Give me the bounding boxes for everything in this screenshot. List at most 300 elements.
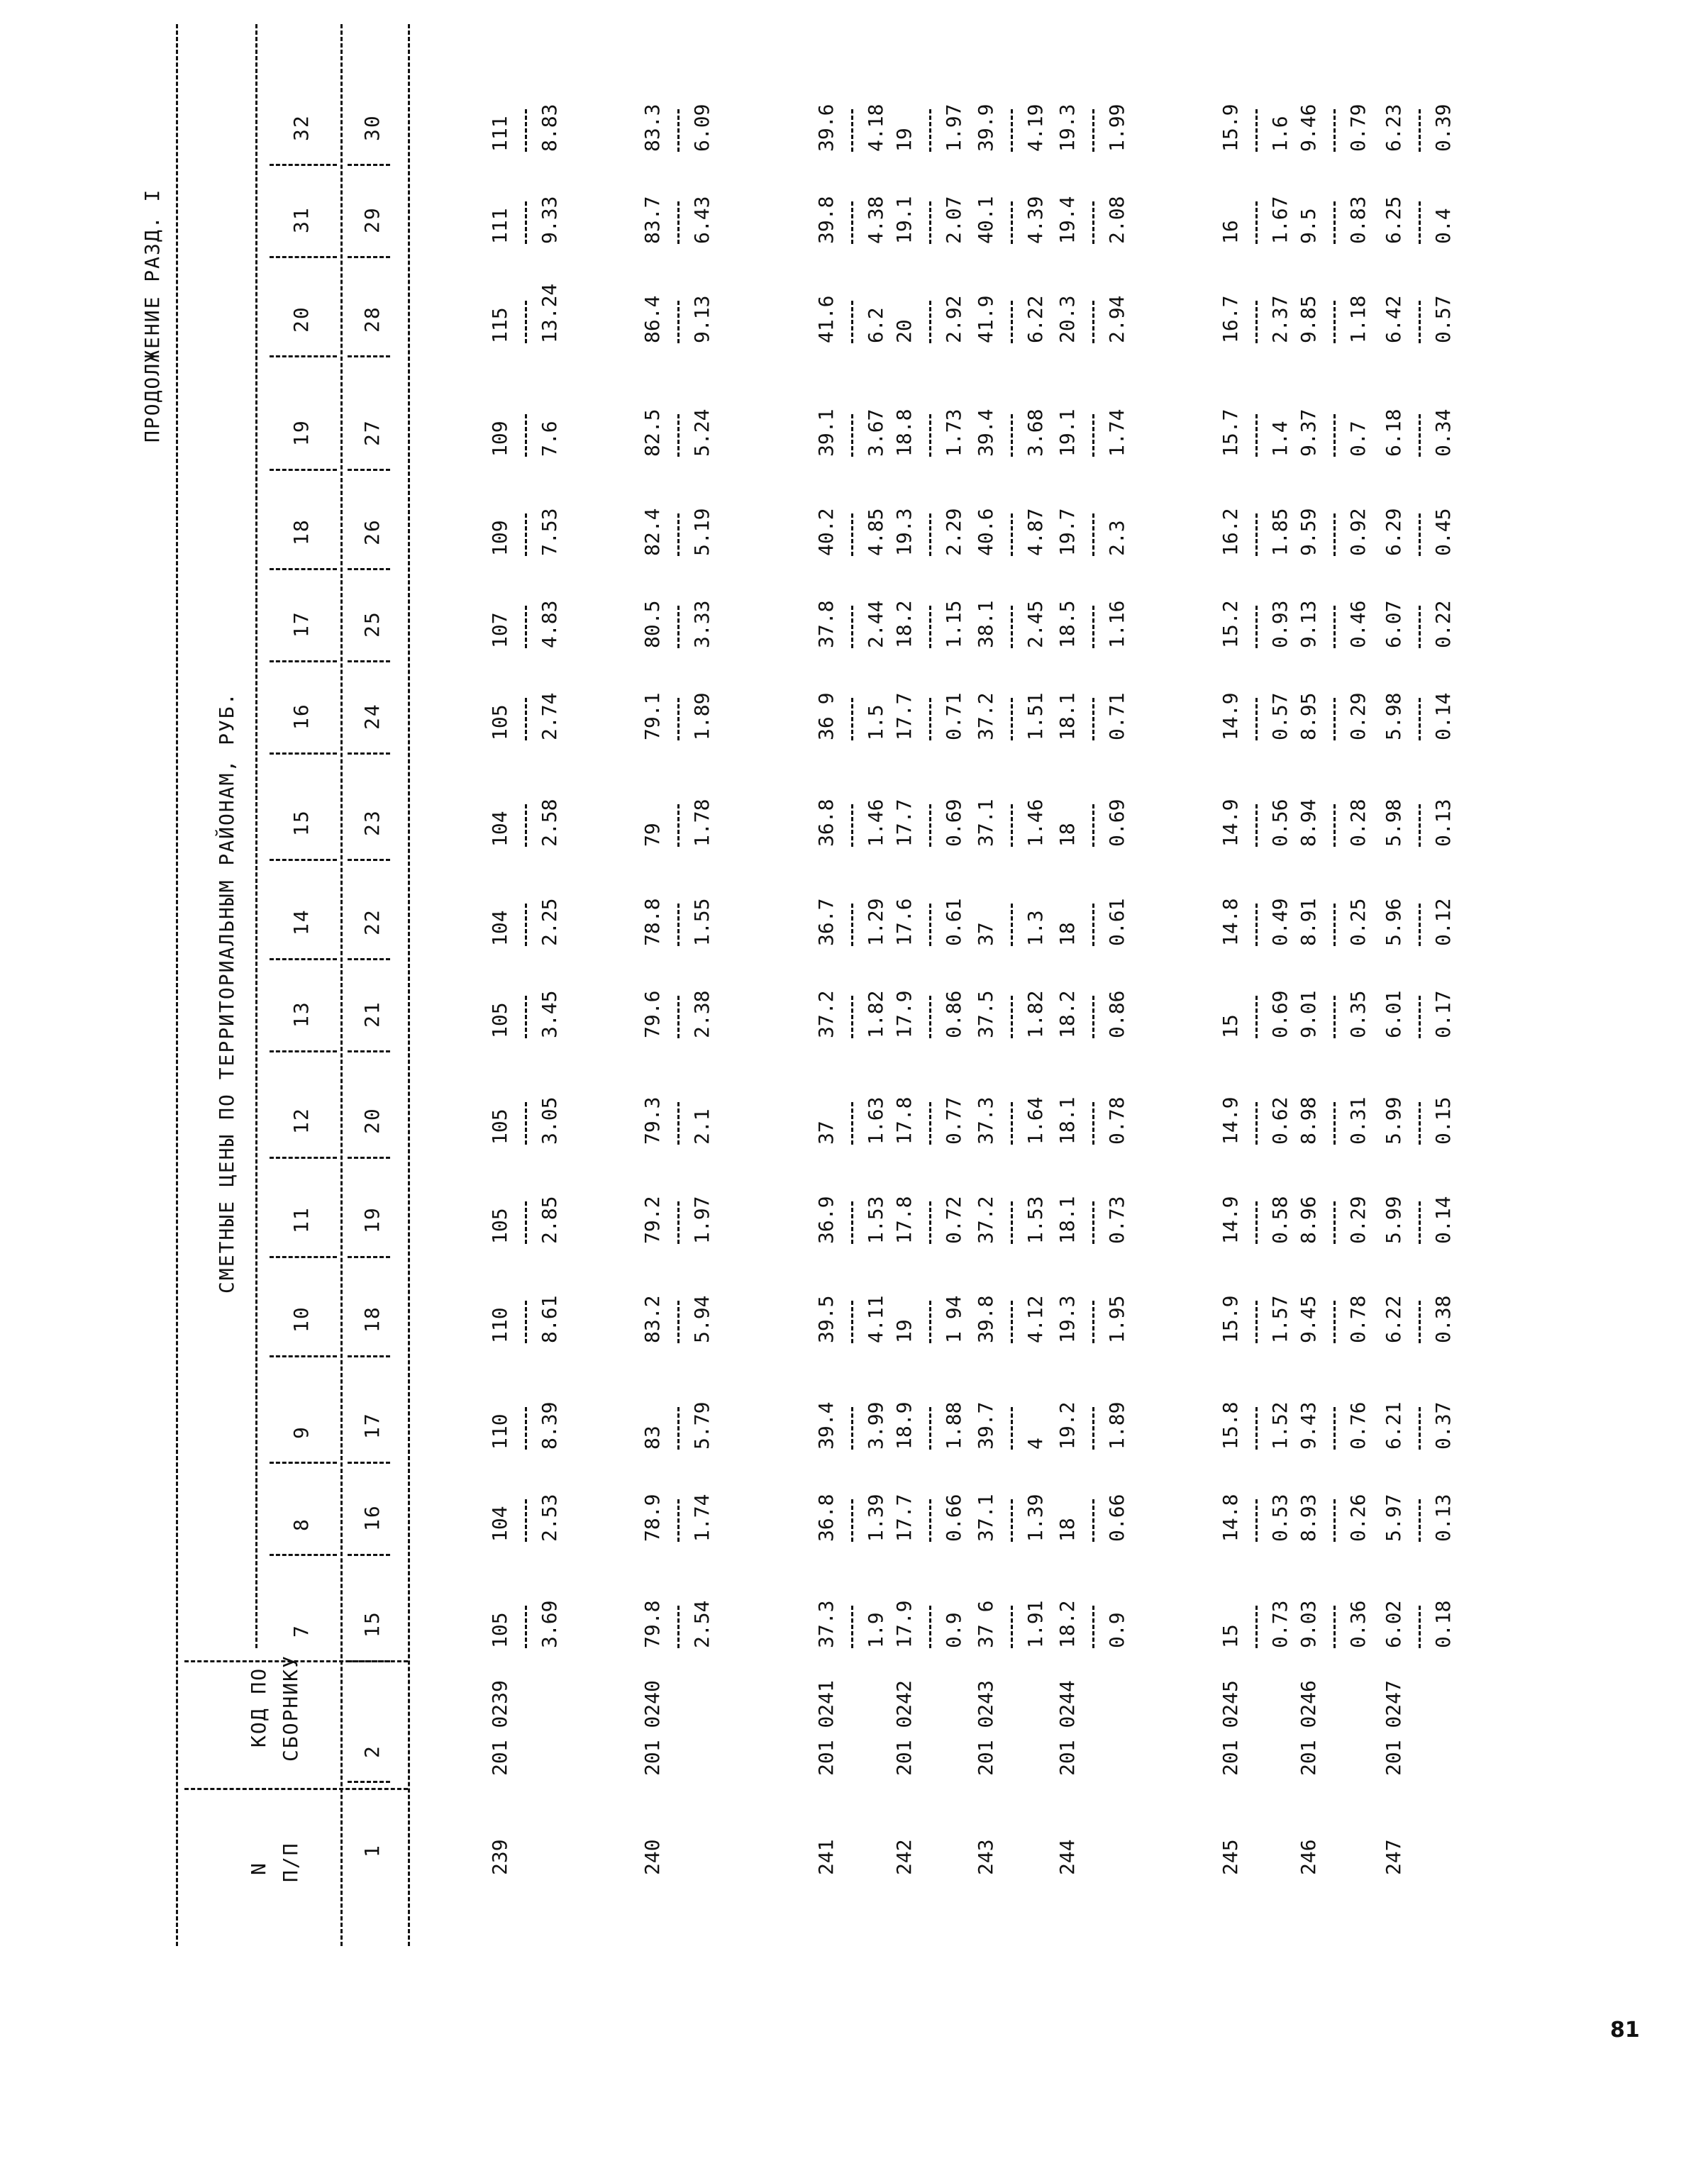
cell-top: 39.5: [814, 1295, 838, 1343]
cell-bottom: 8.39: [538, 1401, 561, 1450]
cell-bottom: 0.36: [1346, 1600, 1370, 1648]
cell-top: 9.85: [1297, 295, 1320, 343]
fraction-bar: [1255, 698, 1258, 740]
cell-bottom: 4.38: [864, 196, 887, 244]
cell-top: 37.5: [974, 990, 997, 1038]
fraction-bar: [1255, 804, 1258, 847]
fraction-bar: [525, 1499, 527, 1542]
cell-bottom: 1.53: [864, 1196, 887, 1244]
cell-bottom: 0.86: [942, 990, 965, 1038]
cell-top: 14.8: [1219, 1494, 1242, 1542]
fraction-bar: [1255, 904, 1258, 946]
fraction-bar: [1255, 1407, 1258, 1450]
cell-bottom: 2.37: [1268, 295, 1292, 343]
cell-bottom: 5.24: [690, 409, 714, 457]
cell-bottom: 0.72: [942, 1196, 965, 1244]
cell-top: 6.02: [1382, 1600, 1405, 1648]
fraction-bar: [525, 1301, 527, 1343]
divider: [270, 660, 337, 662]
fraction-bar: [1092, 414, 1094, 457]
fraction-bar: [525, 513, 527, 556]
cell-bottom: 4.19: [1024, 104, 1047, 152]
region-11: 11: [289, 1206, 313, 1233]
row-code: 201 0247: [1382, 1680, 1405, 1776]
fraction-bar: [1333, 513, 1336, 556]
fraction-bar: [1333, 414, 1336, 457]
cell-top: 9.5: [1297, 208, 1320, 244]
divider: [270, 752, 337, 755]
cell-top: 6.23: [1382, 104, 1405, 152]
cell-top: 6.29: [1382, 508, 1405, 556]
cell-bottom: 0.73: [1105, 1196, 1128, 1244]
cell-bottom: 2.94: [1105, 295, 1128, 343]
fraction-bar: [1333, 804, 1336, 847]
cell-top: 17.9: [892, 1600, 916, 1648]
col-number-29: 29: [360, 206, 384, 233]
header-n: N: [247, 1862, 270, 1875]
cell-bottom: 1.97: [690, 1196, 714, 1244]
fraction-bar: [851, 804, 853, 847]
fraction-bar: [1419, 201, 1421, 244]
cell-top: 39.4: [814, 1401, 838, 1450]
row-number: 247: [1382, 1839, 1405, 1875]
cell-top: 39.6: [814, 104, 838, 152]
fraction-bar: [929, 414, 931, 457]
fraction-bar: [525, 698, 527, 740]
cell-top: 14.9: [1219, 1096, 1242, 1145]
cell-bottom: 0.73: [1268, 1600, 1292, 1648]
fraction-bar: [929, 1407, 931, 1450]
fraction-bar: [1419, 414, 1421, 457]
cell-bottom: 0.12: [1431, 898, 1455, 946]
cell-bottom: 1.51: [1024, 692, 1047, 740]
divider: [270, 1157, 337, 1159]
cell-top: 9.46: [1297, 104, 1320, 152]
cell-top: 9.43: [1297, 1401, 1320, 1450]
col-number-15: 15: [360, 1611, 384, 1638]
cell-top: 83.2: [640, 1295, 664, 1343]
cell-top: 18: [1055, 823, 1079, 847]
divider: [270, 256, 337, 258]
fraction-bar: [677, 996, 680, 1038]
fraction-bar: [1011, 513, 1013, 556]
cell-bottom: 0.7: [1346, 421, 1370, 457]
cell-top: 78.9: [640, 1494, 664, 1542]
cell-top: 15.7: [1219, 409, 1242, 457]
fraction-bar: [1092, 804, 1094, 847]
cell-bottom: 0.28: [1346, 799, 1370, 847]
fraction-bar: [677, 1499, 680, 1542]
row-number: 242: [892, 1839, 916, 1875]
divider-col2: [184, 1660, 408, 1662]
fraction-bar: [929, 804, 931, 847]
fraction-bar: [677, 904, 680, 946]
cell-bottom: 4.85: [864, 508, 887, 556]
cell-top: 5.98: [1382, 799, 1405, 847]
row-number: 244: [1055, 1839, 1079, 1875]
cell-bottom: 0.22: [1431, 600, 1455, 648]
cell-bottom: 4.11: [864, 1295, 887, 1343]
cell-top: 19.3: [892, 508, 916, 556]
fraction-bar: [1333, 1499, 1336, 1542]
cell-top: 18.5: [1055, 600, 1079, 648]
cell-top: 18.1: [1055, 692, 1079, 740]
page-number: 81: [1610, 2018, 1640, 2043]
cell-top: 109: [488, 421, 511, 457]
row-number: 245: [1219, 1839, 1242, 1875]
fraction-bar: [1419, 1606, 1421, 1648]
fraction-bar: [1255, 1102, 1258, 1145]
cell-top: 14.8: [1219, 898, 1242, 946]
cell-bottom: 1.88: [942, 1401, 965, 1450]
cell-top: 83: [640, 1425, 664, 1450]
cell-bottom: 0.57: [1268, 692, 1292, 740]
fraction-bar: [1011, 301, 1013, 343]
cell-bottom: 6.43: [690, 196, 714, 244]
cell-top: 40.1: [974, 196, 997, 244]
divider: [348, 958, 390, 960]
cell-top: 37.2: [974, 1196, 997, 1244]
cell-top: 115: [488, 307, 511, 343]
cell-bottom: 3.45: [538, 990, 561, 1038]
cell-bottom: 0.86: [1105, 990, 1128, 1038]
cell-bottom: 0.13: [1431, 1494, 1455, 1542]
fraction-bar: [1333, 1606, 1336, 1648]
cell-bottom: 6.09: [690, 104, 714, 152]
cell-bottom: 0.9: [942, 1612, 965, 1648]
cell-bottom: 1.99: [1105, 104, 1128, 152]
fraction-bar: [1333, 606, 1336, 648]
cell-bottom: 3.33: [690, 600, 714, 648]
cell-bottom: 7.53: [538, 508, 561, 556]
cell-top: 14.9: [1219, 799, 1242, 847]
cell-top: 19: [892, 1319, 916, 1343]
cell-bottom: 2.3: [1105, 520, 1128, 556]
cell-top: 19.3: [1055, 1295, 1079, 1343]
cell-bottom: 1.5: [864, 704, 887, 740]
fraction-bar: [1092, 1301, 1094, 1343]
fraction-bar: [1333, 1201, 1336, 1244]
cell-top: 5.98: [1382, 692, 1405, 740]
cell-bottom: 2.45: [1024, 600, 1047, 648]
fraction-bar: [929, 698, 931, 740]
cell-bottom: 1.53: [1024, 1196, 1047, 1244]
fraction-bar: [1333, 904, 1336, 946]
divider: [348, 1157, 390, 1159]
divider: [348, 568, 390, 570]
fraction-bar: [851, 1201, 853, 1244]
cell-bottom: 0.9: [1105, 1612, 1128, 1648]
region-13: 13: [289, 1001, 313, 1028]
cell-bottom: 1.73: [942, 409, 965, 457]
fraction-bar: [1011, 804, 1013, 847]
cell-top: 37.1: [974, 799, 997, 847]
cell-top: 36.7: [814, 898, 838, 946]
cell-top: 86.4: [640, 295, 664, 343]
col-number-23: 23: [360, 809, 384, 836]
cell-bottom: 5.79: [690, 1401, 714, 1450]
fraction-bar: [1333, 301, 1336, 343]
cell-bottom: 3.99: [864, 1401, 887, 1450]
fraction-bar: [677, 414, 680, 457]
fraction-bar: [1011, 201, 1013, 244]
divider: [348, 1781, 390, 1783]
fraction-bar: [1333, 1407, 1336, 1450]
cell-top: 83.3: [640, 104, 664, 152]
fraction-bar: [1092, 1499, 1094, 1542]
fraction-bar: [1333, 996, 1336, 1038]
cell-bottom: 0.38: [1431, 1295, 1455, 1343]
cell-top: 17.8: [892, 1096, 916, 1145]
fraction-bar: [1255, 513, 1258, 556]
cell-bottom: 1.97: [942, 104, 965, 152]
cell-top: 82.5: [640, 409, 664, 457]
fraction-bar: [1255, 1606, 1258, 1648]
cell-bottom: 1.89: [690, 692, 714, 740]
fraction-bar: [929, 904, 931, 946]
fraction-bar: [677, 513, 680, 556]
cell-bottom: 0.29: [1346, 692, 1370, 740]
divider: [270, 958, 337, 960]
cell-top: 5.99: [1382, 1096, 1405, 1145]
fraction-bar: [677, 109, 680, 152]
cell-top: 8.98: [1297, 1096, 1320, 1145]
cell-top: 79.6: [640, 990, 664, 1038]
divider: [270, 1256, 337, 1258]
cell-bottom: 4.39: [1024, 196, 1047, 244]
cell-top: 18.1: [1055, 1096, 1079, 1145]
region-14: 14: [289, 908, 313, 935]
cell-top: 18: [1055, 922, 1079, 946]
cell-top: 18.8: [892, 409, 916, 457]
fraction-bar: [1092, 606, 1094, 648]
cell-top: 18.2: [1055, 990, 1079, 1038]
cell-top: 79: [640, 823, 664, 847]
fraction-bar: [929, 1606, 931, 1648]
col-number-28: 28: [360, 306, 384, 333]
cell-top: 104: [488, 1506, 511, 1542]
row-code: 201 0239: [488, 1680, 511, 1776]
divider: [348, 1355, 390, 1357]
header-group-title: СМЕТНЫЕ ЦЕНЫ ПО ТЕРРИТОРИАЛЬНЫМ РАЙОНАМ, РУБ.: [215, 691, 238, 1294]
cell-top: 17.9: [892, 990, 916, 1038]
divider: [270, 568, 337, 570]
fraction-bar: [1255, 301, 1258, 343]
region-7: 7: [289, 1624, 313, 1638]
fraction-bar: [851, 996, 853, 1038]
divider: [270, 1554, 337, 1556]
cell-top: 6.42: [1382, 295, 1405, 343]
cell-top: 5.97: [1382, 1494, 1405, 1542]
cell-bottom: 0.78: [1105, 1096, 1128, 1145]
cell-bottom: 5.94: [690, 1295, 714, 1343]
cell-bottom: 1.57: [1268, 1295, 1292, 1343]
cell-bottom: 2.1: [690, 1108, 714, 1145]
cell-bottom: 2.74: [538, 692, 561, 740]
cell-top: 105: [488, 1108, 511, 1145]
fraction-bar: [1419, 996, 1421, 1038]
cell-bottom: 1.9: [864, 1612, 887, 1648]
region-8: 8: [289, 1518, 313, 1531]
fraction-bar: [1011, 1499, 1013, 1542]
col-number-18: 18: [360, 1306, 384, 1333]
row-code: 201 0240: [640, 1680, 664, 1776]
cell-top: 9.59: [1297, 508, 1320, 556]
cell-top: 39.4: [974, 409, 997, 457]
cell-top: 37.2: [974, 692, 997, 740]
cell-bottom: 1.74: [1105, 409, 1128, 457]
row-code: 201 0243: [974, 1680, 997, 1776]
fraction-bar: [929, 301, 931, 343]
cell-bottom: 1.46: [864, 799, 887, 847]
col-number-22: 22: [360, 908, 384, 935]
cell-top: 104: [488, 811, 511, 847]
cell-top: 17.7: [892, 692, 916, 740]
cell-bottom: 1.64: [1024, 1096, 1047, 1145]
row-number: 239: [488, 1839, 511, 1875]
cell-top: 39.7: [974, 1401, 997, 1450]
row-number: 243: [974, 1839, 997, 1875]
cell-top: 20: [892, 319, 916, 343]
cell-top: 111: [488, 208, 511, 244]
cell-bottom: 0.45: [1431, 508, 1455, 556]
fraction-bar: [929, 201, 931, 244]
cell-top: 6.07: [1382, 600, 1405, 648]
cell-top: 18.9: [892, 1401, 916, 1450]
cell-top: 41.9: [974, 295, 997, 343]
divider: [348, 1554, 390, 1556]
cell-top: 17.7: [892, 1494, 916, 1542]
fraction-bar: [929, 606, 931, 648]
fraction-bar: [525, 109, 527, 152]
cell-bottom: 6.22: [1024, 295, 1047, 343]
divider: [270, 164, 337, 166]
cell-top: 104: [488, 910, 511, 946]
region-12: 12: [289, 1107, 313, 1134]
divider: [270, 859, 337, 861]
cell-top: 16: [1219, 220, 1242, 244]
cell-bottom: 2.38: [690, 990, 714, 1038]
fraction-bar: [929, 1201, 931, 1244]
fraction-bar: [1255, 201, 1258, 244]
region-16: 16: [289, 703, 313, 730]
cell-top: 19.2: [1055, 1401, 1079, 1450]
col-number-17: 17: [360, 1412, 384, 1439]
cell-bottom: 3.69: [538, 1600, 561, 1648]
cell-bottom: 1.4: [1268, 421, 1292, 457]
fraction-bar: [525, 414, 527, 457]
fraction-bar: [1419, 904, 1421, 946]
fraction-bar: [1092, 1102, 1094, 1145]
fraction-bar: [1419, 804, 1421, 847]
cell-bottom: 0.49: [1268, 898, 1292, 946]
fraction-bar: [1333, 1102, 1336, 1145]
divider: [270, 1462, 337, 1464]
cell-bottom: 1.6: [1268, 116, 1292, 152]
divider-col1: [184, 1788, 408, 1790]
cell-top: 105: [488, 1612, 511, 1648]
cell-bottom: 1.85: [1268, 508, 1292, 556]
col-number-16: 16: [360, 1504, 384, 1531]
fraction-bar: [851, 414, 853, 457]
cell-bottom: 0.37: [1431, 1401, 1455, 1450]
cell-bottom: 0.29: [1346, 1196, 1370, 1244]
cell-bottom: 0.58: [1268, 1196, 1292, 1244]
cell-bottom: 0.62: [1268, 1096, 1292, 1145]
fraction-bar: [929, 1301, 931, 1343]
cell-bottom: 1.78: [690, 799, 714, 847]
cell-top: 8.95: [1297, 692, 1320, 740]
cell-bottom: 9.33: [538, 196, 561, 244]
fraction-bar: [677, 1407, 680, 1450]
cell-top: 37.8: [814, 600, 838, 648]
cell-top: 9.01: [1297, 990, 1320, 1038]
cell-bottom: 1.3: [1024, 910, 1047, 946]
divider: [348, 752, 390, 755]
header-code-1: КОД ПО: [247, 1667, 270, 1747]
header-rule-2: [408, 24, 410, 1946]
fraction-bar: [1092, 201, 1094, 244]
region-10: 10: [289, 1306, 313, 1333]
fraction-bar: [1419, 698, 1421, 740]
region-17: 17: [289, 611, 313, 638]
cell-top: 41.6: [814, 295, 838, 343]
fraction-bar: [525, 1201, 527, 1244]
cell-bottom: 8.83: [538, 104, 561, 152]
cell-bottom: 13.24: [538, 283, 561, 343]
cell-bottom: 2.08: [1105, 196, 1128, 244]
fraction-bar: [1011, 1102, 1013, 1145]
cell-bottom: 1.39: [1024, 1494, 1047, 1542]
cell-top: 36.8: [814, 799, 838, 847]
cell-top: 19: [892, 128, 916, 152]
fraction-bar: [1333, 201, 1336, 244]
fraction-bar: [1011, 1201, 1013, 1244]
cell-top: 37.2: [814, 990, 838, 1038]
cell-top: 105: [488, 1208, 511, 1244]
cell-bottom: 0.77: [942, 1096, 965, 1145]
col-number-25: 25: [360, 611, 384, 638]
fraction-bar: [929, 996, 931, 1038]
cell-top: 78.8: [640, 898, 664, 946]
cell-bottom: 3.68: [1024, 409, 1047, 457]
fraction-bar: [1011, 996, 1013, 1038]
cell-top: 83.7: [640, 196, 664, 244]
cell-bottom: 4.12: [1024, 1295, 1047, 1343]
row-code: 201 0241: [814, 1680, 838, 1776]
cell-bottom: 2.29: [942, 508, 965, 556]
cell-top: 5.96: [1382, 898, 1405, 946]
cell-bottom: 0.15: [1431, 1096, 1455, 1145]
fraction-bar: [851, 301, 853, 343]
fraction-bar: [525, 804, 527, 847]
cell-bottom: 1.91: [1024, 1600, 1047, 1648]
row-code: 201 0246: [1297, 1680, 1320, 1776]
row-number: 246: [1297, 1839, 1320, 1875]
cell-top: 79.3: [640, 1096, 664, 1145]
cell-bottom: 0.78: [1346, 1295, 1370, 1343]
fraction-bar: [525, 606, 527, 648]
table-rule: [176, 24, 178, 1946]
cell-top: 8.94: [1297, 799, 1320, 847]
fraction-bar: [1419, 1301, 1421, 1343]
cell-top: 80.5: [640, 600, 664, 648]
cell-bottom: 0.69: [1268, 990, 1292, 1038]
fraction-bar: [1011, 414, 1013, 457]
cell-bottom: 2.53: [538, 1494, 561, 1542]
cell-top: 39.9: [974, 104, 997, 152]
cell-top: 36 9: [814, 692, 838, 740]
